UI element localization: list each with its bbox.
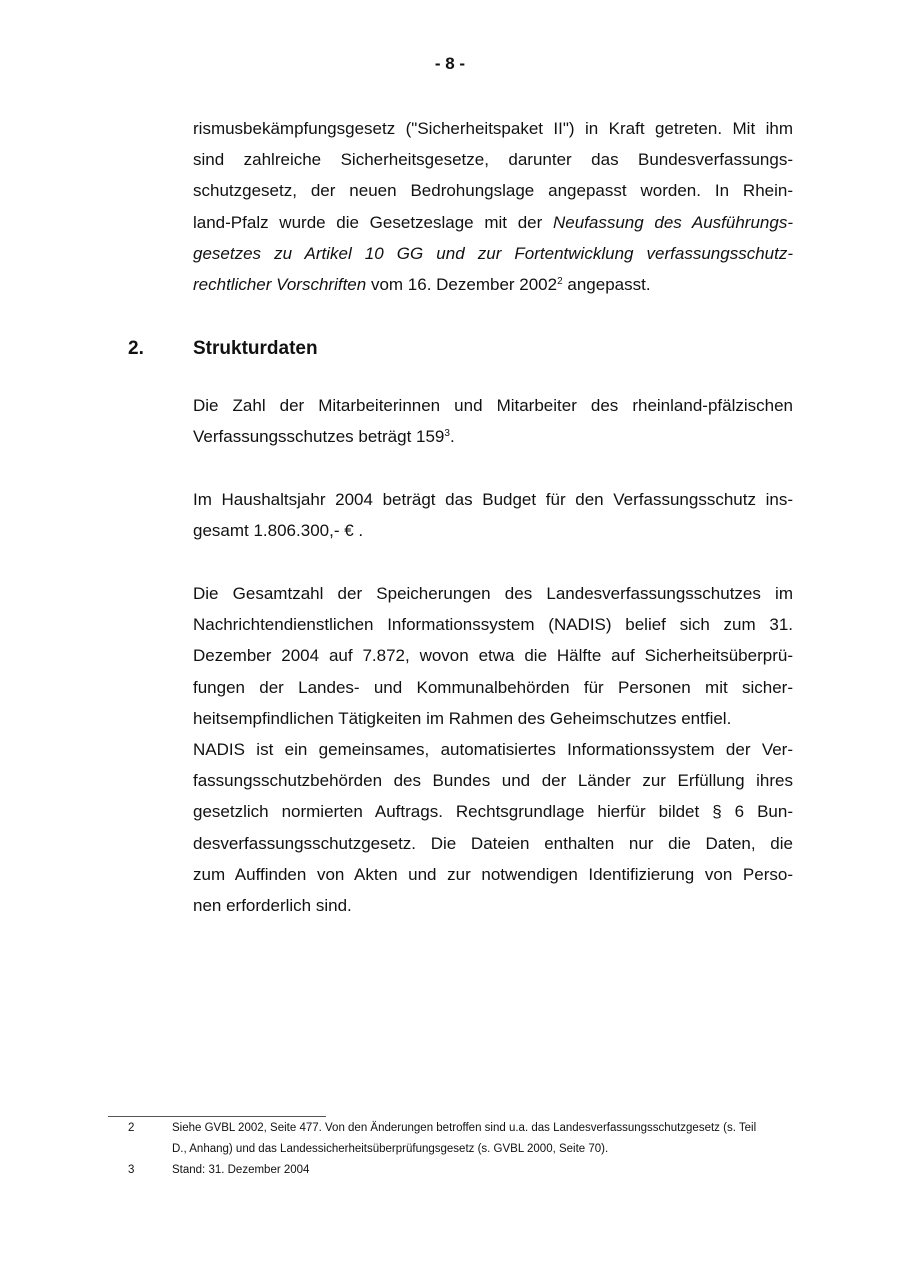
text-run: vom 16. Dezember 2002 xyxy=(366,275,558,295)
page-number: - 8 - xyxy=(434,54,466,73)
section-title: Strukturdaten xyxy=(193,338,318,359)
text-line: fungen der Landes- und Kommunalbehörden für Personen mit sicher- xyxy=(193,677,793,697)
text-run: Verfassungsschutzes beträgt 159 xyxy=(193,427,445,447)
footnote-separator xyxy=(108,1116,326,1117)
text-line: desverfassungsschutzgesetz. Die Dateien enthalten nur die Daten, die xyxy=(193,833,793,853)
footnote-ref: 3 xyxy=(444,428,450,440)
text-line: heitsempfindlichen Tätigkeiten im Rahmen des Geheimschutzes entfiel. xyxy=(193,708,732,728)
footnote-text xyxy=(172,1118,792,1160)
text-line: gesamt 1.806.300,- € . xyxy=(193,521,364,541)
law-title-italic: Neufassung des Ausführungs- xyxy=(552,212,793,232)
law-title-italic: rechtlicher Vorschriften xyxy=(193,275,367,295)
text-line xyxy=(193,421,793,452)
text-line: fassungsschutzbehörden des Bundes und der Länder zur Erfüllung ihres xyxy=(193,771,793,791)
footnote-line: Stand: 31. Dezember 2004 xyxy=(172,1164,310,1176)
text-run: land-Pfalz wurde die Gesetzeslage mit der xyxy=(193,212,553,232)
footnote-ref: 2 xyxy=(557,276,563,288)
paragraph-nadis xyxy=(193,578,793,921)
text-run: angepasst. xyxy=(562,275,651,295)
text-line: gesetzlich normierten Auftrags. Rechtsgrundlage hierfür bildet § 6 Bun- xyxy=(193,802,793,822)
footnote-mark: 2 xyxy=(128,1122,135,1134)
text-line: NADIS ist ein gemeinsames, automatisiertes Informationssystem der Ver- xyxy=(193,740,793,760)
footnote-text xyxy=(172,1160,792,1181)
section-number: 2. xyxy=(128,338,144,359)
text-line xyxy=(193,238,793,269)
text-line xyxy=(193,207,793,238)
footnote-line: Siehe GVBL 2002, Seite 477. Von den Änderungen betroffen sind u.a. das Landesverfassungsschutzgesetz (s. Teil xyxy=(172,1122,757,1134)
text-line: rismusbekämpfungsgesetz ("Sicherheitspaket II") in Kraft getreten. Mit ihm xyxy=(193,119,793,138)
text-line: Im Haushaltsjahr 2004 beträgt das Budget für den Verfassungsschutz ins- xyxy=(193,490,793,509)
text-line: Dezember 2004 auf 7.872, wovon etwa die Hälfte auf Sicherheitsüberprü- xyxy=(193,646,793,666)
text-run: . xyxy=(449,427,455,447)
paragraph-staff xyxy=(193,390,793,452)
text-line: Die Zahl der Mitarbeiterinnen und Mitarbeiter des rheinland-pfälzischen xyxy=(193,396,793,415)
text-line: Nachrichtendienstlichen Informationssystem (NADIS) belief sich zum 31. xyxy=(193,615,793,635)
footnote-mark: 3 xyxy=(128,1164,135,1176)
paragraph-budget xyxy=(193,484,793,546)
text-line: nen erforderlich sind. xyxy=(193,896,352,916)
text-line: schutzgesetz, der neuen Bedrohungslage angepasst worden. In Rhein- xyxy=(193,181,793,201)
text-line xyxy=(193,269,793,300)
footnote-line: D., Anhang) und das Landessicherheitsüberprüfungsgesetz (s. GVBL 2000, Seite 70). xyxy=(172,1143,609,1155)
text-line: sind zahlreiche Sicherheitsgesetze, darunter das Bundesverfassungs- xyxy=(193,150,793,170)
text-line: Die Gesamtzahl der Speicherungen des Landesverfassungsschutzes im xyxy=(193,584,793,603)
paragraph-intro xyxy=(193,113,793,300)
law-title-italic: gesetzes zu Artikel 10 GG und zur Fortentwicklung verfassungsschutz- xyxy=(193,243,793,263)
text-line: zum Auffinden von Akten und zur notwendigen Identifizierung von Perso- xyxy=(193,864,793,884)
